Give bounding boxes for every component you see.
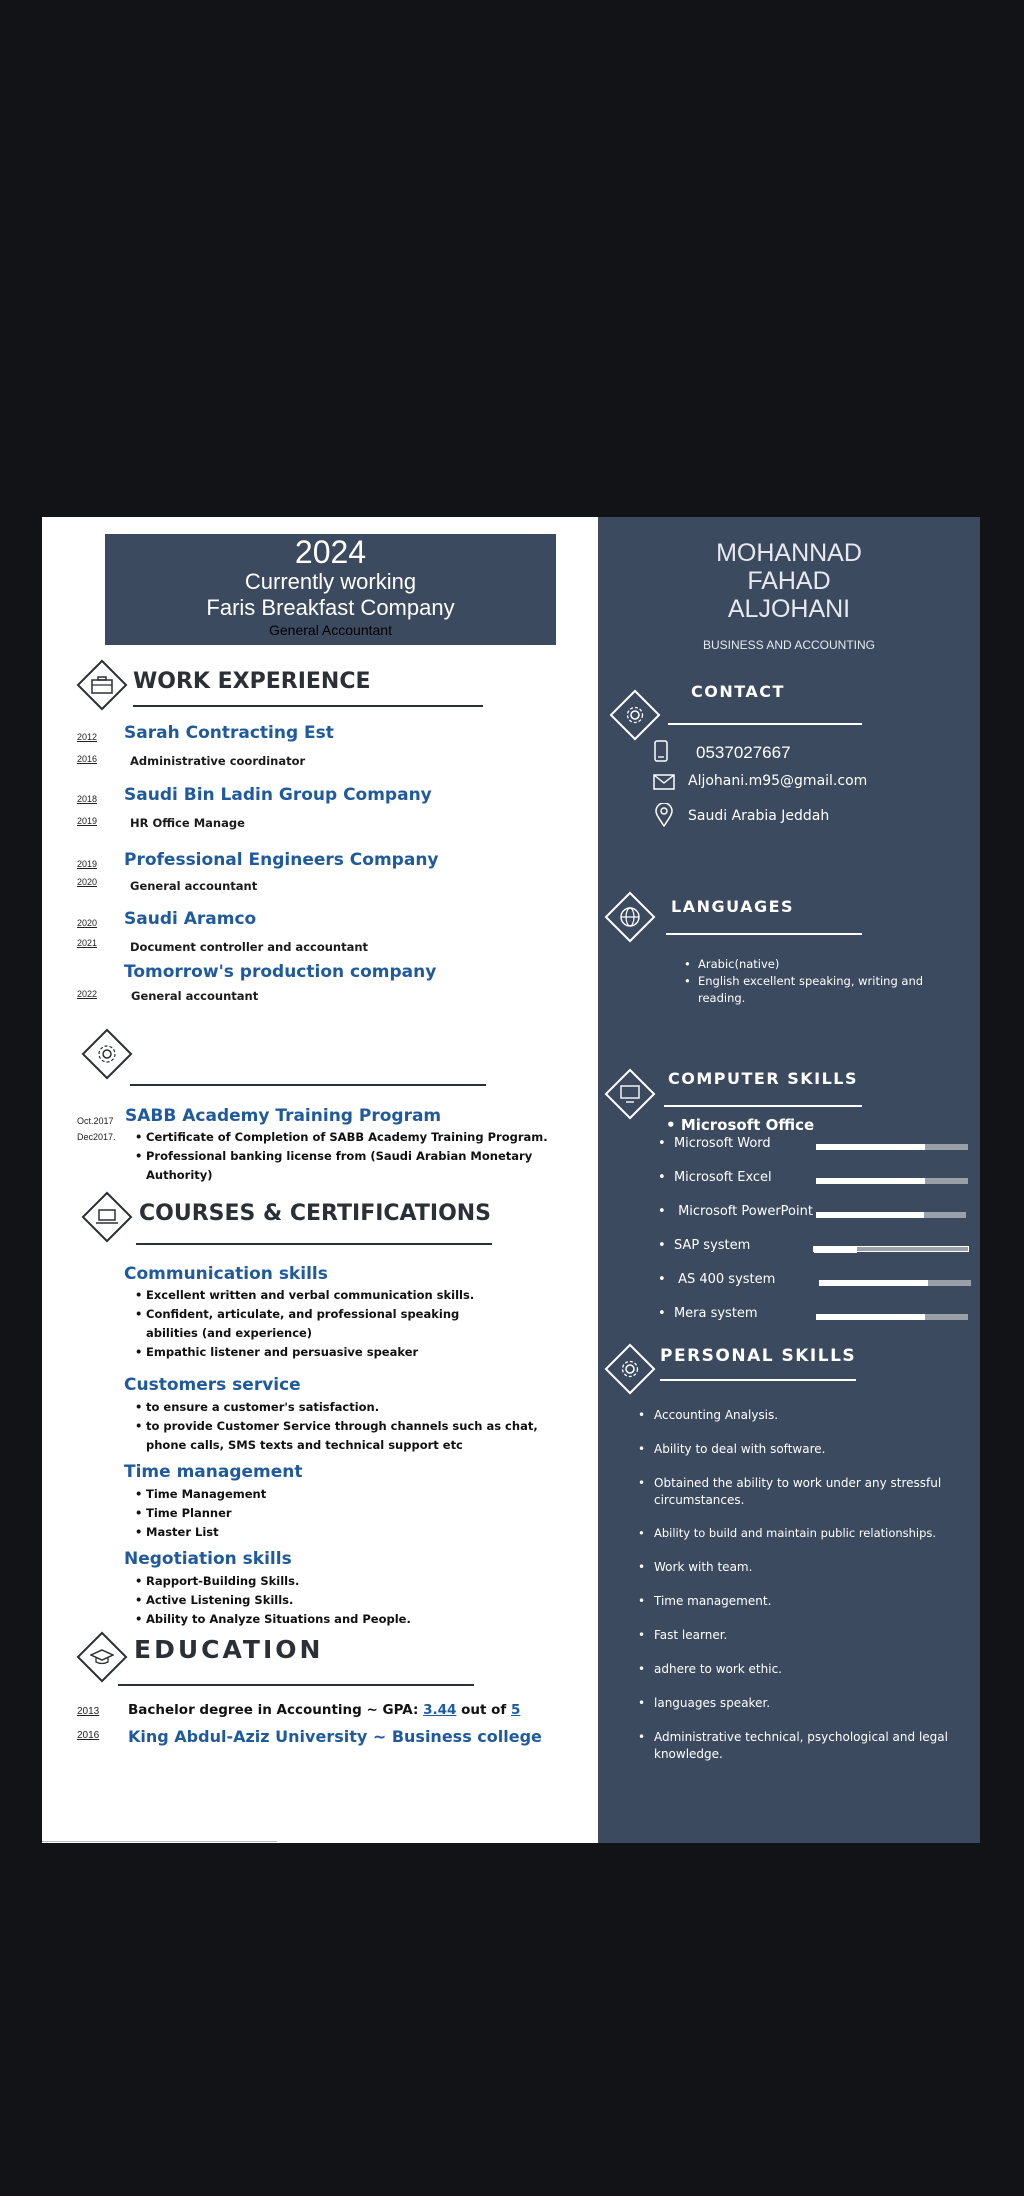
skill-4-fill <box>814 1247 857 1253</box>
course-1-bullet-2: • Confident, articulate, and professional speaking abilities (and experience) <box>135 1305 495 1343</box>
briefcase-icon <box>77 660 127 710</box>
monitor-icon <box>605 1069 655 1119</box>
we-5-end: 2022 <box>77 989 98 999</box>
current-year: 2024 <box>294 534 367 570</box>
course-2-bullet-2: • to provide Customer Service through channels such as chat, phone calls, SMS texts and technical support etc <box>135 1417 545 1455</box>
we-4-company: Saudi Aramco <box>124 909 257 929</box>
languages-title: LANGUAGES <box>671 897 795 916</box>
name-last: ALJOHANI <box>727 595 851 623</box>
skill-1-fill <box>816 1144 925 1150</box>
we-3-end: 2020 <box>77 877 98 887</box>
we-1-role: Administrative coordinator <box>130 754 306 768</box>
course-3-bullet-1: • Time Management <box>135 1485 435 1504</box>
languages-rule <box>666 933 862 935</box>
course-2-name: Customers service <box>124 1375 301 1395</box>
laptop-icon <box>82 1192 132 1242</box>
skill-6-label: • Mera system <box>658 1306 758 1321</box>
graduation-cap-icon <box>77 1632 127 1682</box>
training-bullets <box>135 1128 595 1185</box>
skill-1-bar <box>816 1144 968 1150</box>
personal-skills-list <box>638 1407 980 1769</box>
skill-3-bar <box>816 1212 966 1218</box>
skill-6-bar <box>816 1314 968 1320</box>
pskill-8: • adhere to work ethic. <box>638 1661 980 1695</box>
training-bullet-1: • Certificate of Completion of SABB Academy Training Program. <box>135 1128 595 1147</box>
skill-3-fill <box>816 1212 924 1218</box>
we-2-start: 2018 <box>77 794 98 804</box>
name-middle: FAHAD <box>747 567 831 595</box>
language-2: • English excellent speaking, writing and reading. <box>684 973 946 1007</box>
edu-school: King Abdul-Aziz University ~ Business college <box>128 1727 542 1746</box>
skill-1-label: • Microsoft Word <box>658 1136 771 1151</box>
training-end: Dec2017. <box>77 1132 116 1142</box>
current-company: Faris Breakfast Company <box>206 595 455 620</box>
course-1-bullets <box>135 1286 495 1362</box>
training-bullet-2: • Professional banking license from (Saudi Arabian Monetary Authority) <box>135 1147 595 1185</box>
pskill-3: • Obtained the ability to work under any stressful circumstances. <box>638 1475 980 1525</box>
course-3-bullets <box>135 1485 435 1542</box>
we-3-company: Professional Engineers Company <box>124 850 439 870</box>
course-3-bullet-2: • Time Planner <box>135 1504 435 1523</box>
training-start: Oct.2017 <box>77 1116 114 1126</box>
contact-title: CONTACT <box>691 682 785 701</box>
skill-4-bar <box>813 1246 969 1252</box>
edu-start: 2013 <box>77 1706 100 1717</box>
we-3-role: General accountant <box>130 879 258 893</box>
current-job-box <box>105 534 556 645</box>
course-4-bullet-3: • Ability to Analyze Situations and People. <box>135 1610 495 1629</box>
we-4-start: 2020 <box>77 918 98 928</box>
contact-gear-icon <box>610 690 660 740</box>
edu-gpa: 3.44 <box>423 1702 457 1718</box>
course-4-bullets <box>135 1572 495 1629</box>
left-column <box>42 517 598 1843</box>
personal-skills-title: PERSONAL SKILLS <box>660 1346 857 1366</box>
contact-location: Saudi Arabia Jeddah <box>688 808 830 824</box>
course-3-name: Time management <box>124 1462 303 1482</box>
profile-subtitle: BUSINESS AND ACCOUNTING <box>702 638 876 652</box>
course-3-bullet-3: • Master List <box>135 1523 435 1542</box>
pskill-9: • languages speaker. <box>638 1695 980 1729</box>
skill-2-label: • Microsoft Excel <box>658 1170 772 1185</box>
pskill-10: • Administrative technical, psychological and legal knowledge. <box>638 1729 948 1769</box>
contact-email[interactable]: Aljohani.m95@gmail.com <box>688 773 868 789</box>
we-4-role: Document controller and accountant <box>130 940 369 954</box>
phone-icon <box>653 740 669 767</box>
we-5-company: Tomorrow's production company <box>124 962 437 982</box>
skill-5-label: • AS 400 system <box>658 1272 776 1287</box>
course-1-bullet-3: • Empathic listener and persuasive speaker <box>135 1343 495 1362</box>
courses-rule <box>136 1243 492 1245</box>
personal-skills-rule <box>660 1379 856 1381</box>
contact-rule <box>668 723 862 725</box>
skill-4-label: • SAP system <box>658 1238 751 1253</box>
resume-page <box>42 517 980 1843</box>
skill-5-bar <box>819 1280 971 1286</box>
we-3-start: 2019 <box>77 859 98 869</box>
we-1-end: 2016 <box>77 754 98 764</box>
we-1-start: 2012 <box>77 732 98 742</box>
course-4-bullet-2: • Active Listening Skills. <box>135 1591 495 1610</box>
language-1: • Arabic(native) <box>684 956 946 973</box>
course-1-bullet-1: • Excellent written and verbal communication skills. <box>135 1286 495 1305</box>
name-first: MOHANNAD <box>716 539 862 567</box>
training-program: SABB Academy Training Program <box>125 1106 442 1126</box>
skill-6-fill <box>816 1314 925 1320</box>
computer-skills-group: • Microsoft Office <box>666 1116 815 1134</box>
right-column <box>598 517 980 1843</box>
skill-3-label: • Microsoft PowerPoint <box>658 1204 813 1219</box>
current-position: General Accountant <box>269 622 392 638</box>
edu-end: 2016 <box>77 1730 100 1741</box>
location-pin-icon <box>655 803 673 832</box>
current-status: Currently working <box>244 569 417 594</box>
course-2-bullets <box>135 1398 545 1455</box>
pskill-2: • Ability to deal with software. <box>638 1441 980 1475</box>
we-2-role: HR Office Manage <box>130 816 245 830</box>
edu-degree-line <box>128 1702 520 1718</box>
pskill-5: • Work with team. <box>638 1559 980 1593</box>
mail-icon <box>653 774 675 795</box>
skill-2-bar <box>816 1178 968 1184</box>
computer-skills-title: COMPUTER SKILLS <box>668 1069 859 1088</box>
globe-icon <box>605 892 655 942</box>
computer-skills-rule <box>664 1105 862 1107</box>
contact-phone[interactable]: 0537027667 <box>696 743 791 762</box>
gear-head-icon <box>82 1029 132 1079</box>
we-1-company: Sarah Contracting Est <box>124 723 334 743</box>
we-5-role: General accountant <box>131 989 259 1003</box>
skill-5-fill <box>819 1280 928 1286</box>
edu-gpa-mid: out of <box>456 1702 511 1718</box>
courses-title: COURSES & CERTIFICATIONS <box>139 1201 492 1226</box>
pskill-4: • Ability to build and maintain public relationships. <box>638 1525 980 1559</box>
course-1-name: Communication skills <box>124 1264 328 1284</box>
pskill-6: • Time management. <box>638 1593 980 1627</box>
we-2-end: 2019 <box>77 816 98 826</box>
education-rule <box>118 1684 474 1686</box>
we-2-company: Saudi Bin Ladin Group Company <box>124 785 432 805</box>
course-4-bullet-1: • Rapport-Building Skills. <box>135 1572 495 1591</box>
edu-gpa-max: 5 <box>510 1702 521 1718</box>
course-4-name: Negotiation skills <box>124 1549 292 1569</box>
work-experience-title: WORK EXPERIENCE <box>133 669 371 694</box>
pskill-1: • Accounting Analysis. <box>638 1407 980 1441</box>
skill-2-fill <box>816 1178 925 1184</box>
footer-line <box>42 1841 277 1842</box>
personal-gear-icon <box>605 1344 655 1394</box>
training-rule <box>130 1084 486 1086</box>
languages-list <box>684 956 946 1007</box>
edu-degree: Bachelor degree in Accounting ~ GPA: <box>128 1702 424 1718</box>
pskill-7: • Fast learner. <box>638 1627 980 1661</box>
work-experience-rule <box>133 705 483 707</box>
education-title: EDUCATION <box>134 1635 324 1664</box>
course-2-bullet-1: • to ensure a customer's satisfaction. <box>135 1398 545 1417</box>
we-4-end: 2021 <box>77 938 98 948</box>
